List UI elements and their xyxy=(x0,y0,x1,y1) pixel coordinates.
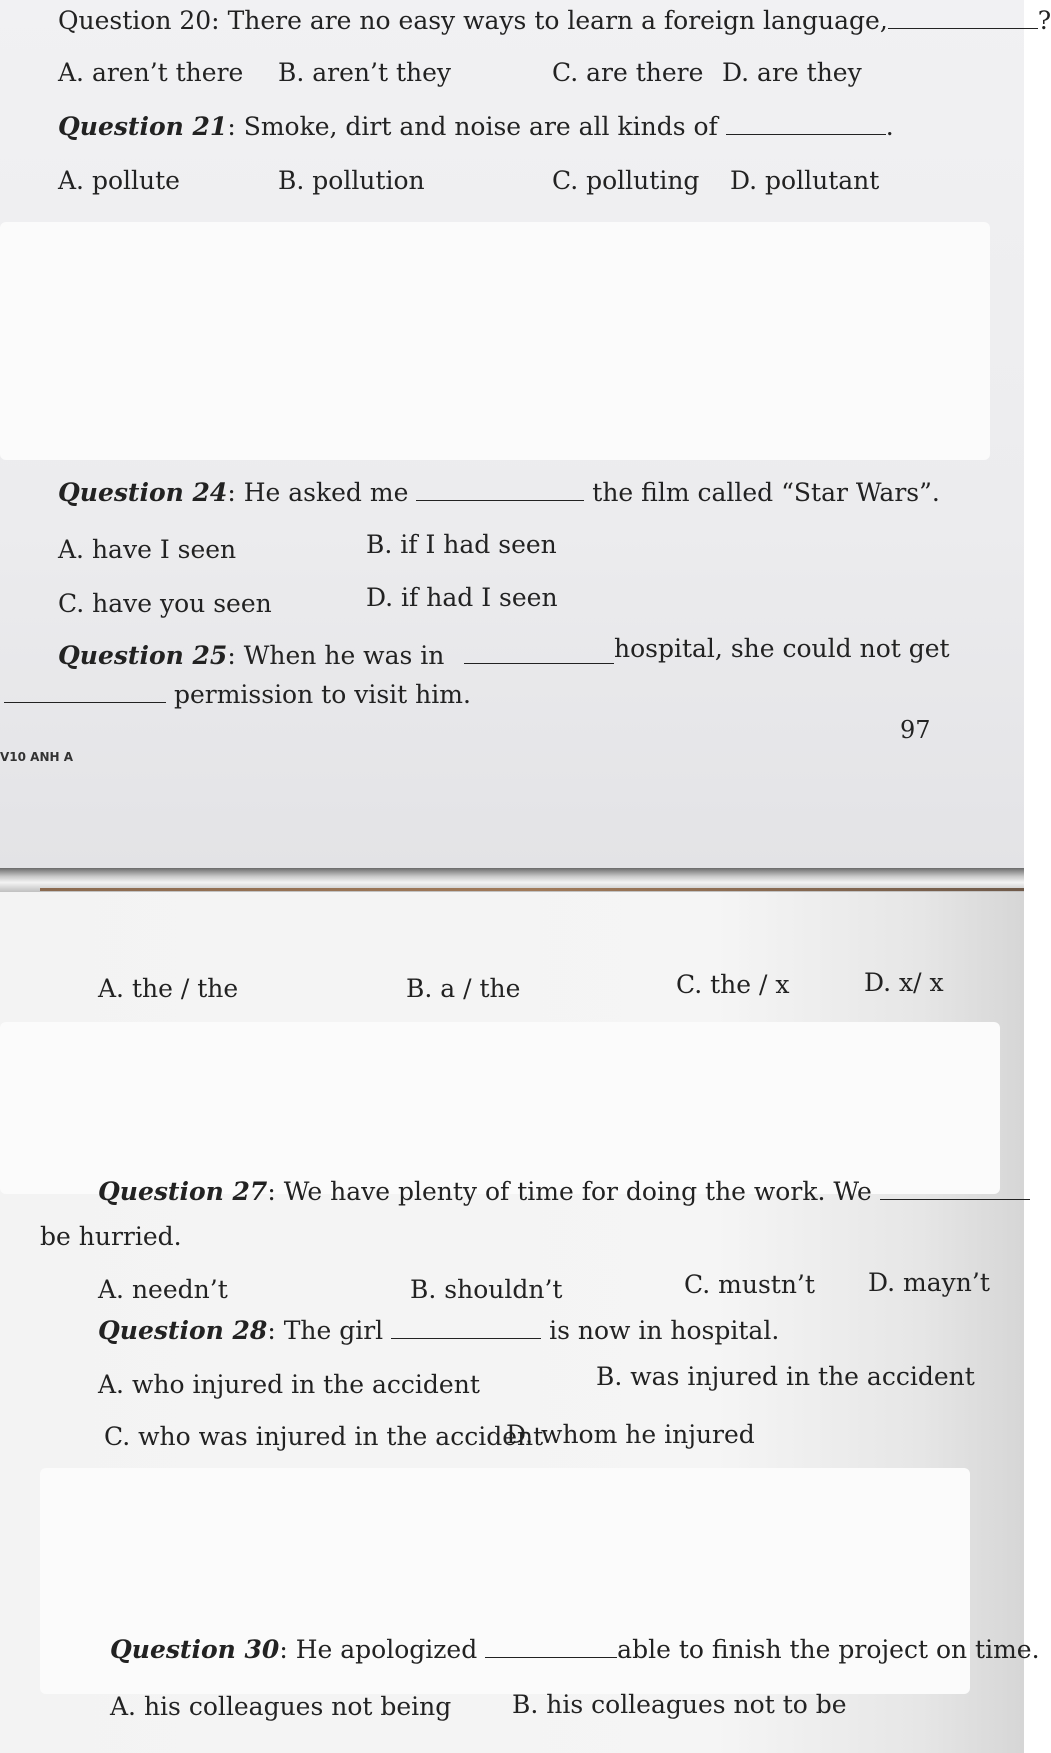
q27-option-b: B. shouldn’t xyxy=(410,1275,563,1304)
q27-blank xyxy=(880,1179,1030,1200)
q21-option-c: C. polluting xyxy=(552,166,700,195)
question-28 xyxy=(98,1316,779,1346)
q21-option-a: A. pollute xyxy=(58,166,180,195)
q26-option-c: C. the / x xyxy=(676,970,790,999)
q25-stem-c: permission to visit him. xyxy=(173,680,471,709)
q27-option-c: C. mustn’t xyxy=(684,1270,815,1299)
q28-option-d: D. whom he injured xyxy=(506,1420,755,1449)
q26-option-d: D. x/ x xyxy=(864,968,944,997)
q25-stem-b: hospital, she could not get xyxy=(614,634,950,663)
q27-stem-a: : We have plenty of time for doing the work. We xyxy=(267,1177,872,1206)
q20-option-c: C. are there xyxy=(552,58,704,87)
q21-label: Question 21 xyxy=(58,112,228,141)
q24-stem-a: : He asked me xyxy=(227,478,409,507)
q27-option-a: A. needn’t xyxy=(98,1275,228,1304)
q24-blank xyxy=(416,480,584,501)
q24-option-c: C. have you seen xyxy=(58,589,272,618)
q25-blank-1 xyxy=(464,643,614,664)
q30-option-a: A. his colleagues not being xyxy=(110,1692,452,1721)
question-27 xyxy=(98,1177,1030,1207)
question-21 xyxy=(58,112,894,142)
q30-option-b: B. his colleagues not to be xyxy=(512,1690,847,1719)
q28-stem-a: : The girl xyxy=(267,1316,384,1345)
q20-stem-a: There are no easy ways to learn a foreign language, xyxy=(227,6,888,35)
redacted-area xyxy=(0,222,990,460)
q30-stem-b: able to finish the project on time. xyxy=(617,1635,1040,1664)
q20-option-d: D. are they xyxy=(722,58,862,87)
q24-stem-b: the film called “Star Wars”. xyxy=(592,478,940,507)
page-bottom xyxy=(0,892,1040,1753)
q26-option-a: A. the / the xyxy=(98,974,239,1003)
q21-end: . xyxy=(885,112,894,141)
q21-option-d: D. pollutant xyxy=(730,166,880,195)
q21-stem: : Smoke, dirt and noise are all kinds of xyxy=(227,112,718,141)
q21-blank xyxy=(726,114,886,135)
q20-stem-b: ? xyxy=(1037,6,1051,35)
q30-blank xyxy=(485,1637,617,1658)
q24-label: Question 24 xyxy=(58,478,228,507)
question-20 xyxy=(58,6,1051,36)
q28-option-b: B. was injured in the accident xyxy=(596,1362,975,1391)
q20-option-b: B. aren’t they xyxy=(278,58,452,87)
q28-blank xyxy=(391,1318,541,1339)
redacted-area-2 xyxy=(0,1022,1000,1194)
q30-stem-a: : He apologized xyxy=(279,1635,478,1664)
q20-option-a: A. aren’t there xyxy=(58,58,244,87)
q27-option-d: D. mayn’t xyxy=(868,1268,990,1297)
question-30 xyxy=(110,1635,1040,1665)
q26-option-b: B. a / the xyxy=(406,974,521,1003)
question-25-line2 xyxy=(4,680,471,710)
q27-stem-b: be hurried. xyxy=(40,1222,182,1251)
q20-label: Question 20: xyxy=(58,6,220,35)
page-top xyxy=(0,0,1051,868)
q28-option-c: C. who was injured in the accident xyxy=(104,1422,544,1451)
q21-option-b: B. pollution xyxy=(278,166,425,195)
q24-option-d: D. if had I seen xyxy=(366,583,558,612)
q25-label: Question 25 xyxy=(58,641,228,670)
page-edge xyxy=(40,888,1024,891)
q25-stem-a: : When he was in xyxy=(227,641,445,670)
footer-code: V10 ANH A xyxy=(0,750,74,764)
q28-label: Question 28 xyxy=(98,1316,268,1345)
question-24 xyxy=(58,478,940,508)
q20-blank xyxy=(888,8,1038,29)
q24-option-a: A. have I seen xyxy=(58,535,237,564)
q30-label: Question 30 xyxy=(110,1635,280,1664)
page-number: 97 xyxy=(900,716,931,744)
question-25-line1 xyxy=(58,641,614,671)
q28-stem-b: is now in hospital. xyxy=(549,1316,780,1345)
q24-option-b: B. if I had seen xyxy=(366,530,557,559)
q27-label: Question 27 xyxy=(98,1177,268,1206)
q28-option-a: A. who injured in the accident xyxy=(98,1370,480,1399)
q25-blank-2 xyxy=(4,682,166,703)
